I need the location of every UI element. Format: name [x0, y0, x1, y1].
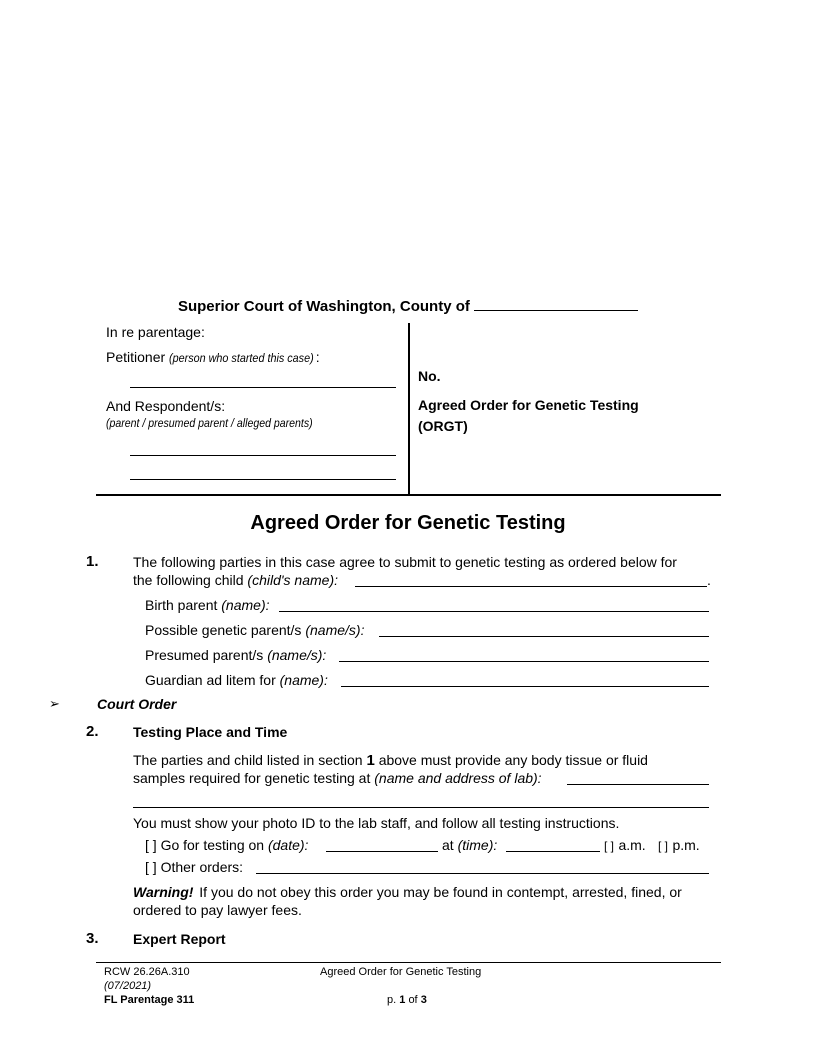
footer-rule — [96, 962, 721, 963]
respondent-label: And Respondent/s: — [106, 398, 226, 414]
form-title-line-1: Agreed Order for Genetic Testing — [418, 397, 639, 413]
child-name-blank[interactable] — [355, 586, 707, 587]
section-2-para-line-2 — [133, 770, 542, 786]
page-prefix: p. — [387, 994, 397, 1006]
page-current: 1 — [399, 994, 406, 1006]
petitioner-name-blank[interactable] — [130, 387, 396, 388]
presumed-parent-note: (name/s): — [267, 647, 327, 663]
am-checkbox[interactable]: [ ] — [604, 839, 615, 853]
other-orders-blank[interactable] — [256, 873, 709, 874]
possible-parent-field — [145, 622, 364, 638]
court-order-arrow-icon: ➢ — [49, 696, 60, 711]
caption-vertical-divider — [408, 323, 410, 495]
para1-text-b: above must provide any body tissue or fluid — [378, 752, 648, 768]
footer-title: Agreed Order for Genetic Testing — [320, 966, 482, 978]
section-3-heading: Expert Report — [133, 931, 226, 947]
other-orders-line — [145, 859, 243, 875]
presumed-parent-field — [145, 647, 326, 663]
court-order-heading: Court Order — [97, 696, 177, 712]
guardian-label: Guardian ad litem for — [145, 672, 276, 688]
pm-label: p.m. — [672, 837, 700, 853]
section-1-line-1: The following parties in this case agree to submit to genetic testing as ordered below for — [133, 554, 677, 570]
section-2-number: 2. — [86, 723, 99, 740]
form-title-line-2: (ORGT) — [418, 418, 468, 434]
go-testing-line — [145, 837, 308, 853]
date-note: (date): — [267, 837, 309, 853]
child-period: . — [707, 572, 711, 588]
petitioner-note: (person who started this case) — [169, 351, 314, 365]
child-label: the following child — [133, 572, 244, 588]
case-number-label: No. — [418, 368, 441, 384]
time-label-group — [442, 837, 497, 853]
respondent-name-blank-2[interactable] — [130, 479, 396, 480]
footer-date: (07/2021) — [104, 980, 152, 992]
page-total: 3 — [420, 994, 427, 1006]
am-option — [604, 837, 646, 855]
para1-text-a: The parties and child listed in section — [133, 752, 363, 768]
birth-parent-label: Birth parent — [145, 597, 218, 613]
warning-text: If you do not obey this order you may be found in contempt, arrested, fined, or — [199, 884, 682, 900]
lab-blank-1[interactable] — [567, 784, 709, 785]
section-2-para-line-1 — [133, 752, 648, 769]
am-label: a.m. — [618, 837, 646, 853]
lab-note: (name and address of lab): — [374, 770, 542, 786]
warning-line-2: ordered to pay lawyer fees. — [133, 902, 302, 918]
petitioner-line — [106, 349, 320, 365]
possible-parent-blank[interactable] — [379, 636, 709, 637]
guardian-note: (name): — [279, 672, 328, 688]
guardian-field — [145, 672, 328, 688]
document-title: Agreed Order for Genetic Testing — [250, 512, 566, 534]
other-checkbox[interactable]: [ ] — [145, 859, 157, 875]
petitioner-label: Petitioner — [106, 349, 166, 365]
birth-parent-field — [145, 597, 270, 613]
go-label: Go for testing on — [160, 837, 265, 853]
petitioner-colon: : — [315, 349, 320, 365]
section-3-number: 3. — [86, 930, 99, 947]
pm-option — [658, 837, 700, 855]
presumed-parent-blank[interactable] — [339, 661, 709, 662]
footer-rcw: RCW 26.26A.310 — [104, 966, 190, 978]
photo-id-instruction: You must show your photo ID to the lab staff, and follow all testing instructions. — [133, 815, 620, 831]
pm-checkbox[interactable]: [ ] — [658, 839, 669, 853]
guardian-blank[interactable] — [341, 686, 709, 687]
footer-form-id: FL Parentage 311 — [104, 994, 195, 1006]
county-blank[interactable] — [474, 297, 638, 311]
date-blank[interactable] — [326, 851, 438, 852]
section-1-number: 1. — [86, 553, 99, 570]
presumed-parent-label: Presumed parent/s — [145, 647, 264, 663]
respondent-note: (parent / presumed parent / alleged parents) — [106, 416, 313, 430]
section-1-line-2 — [133, 572, 338, 588]
section-ref: 1 — [366, 752, 375, 769]
footer-page-number — [387, 994, 427, 1006]
possible-parent-note: (name/s): — [305, 622, 365, 638]
birth-parent-note: (name): — [221, 597, 270, 613]
warning-line-1 — [133, 884, 682, 900]
in-re-label: In re parentage: — [106, 324, 205, 340]
at-label: at — [442, 837, 454, 853]
lab-label: samples required for genetic testing at — [133, 770, 371, 786]
caption-bottom-rule — [96, 494, 721, 496]
lab-blank-2[interactable] — [133, 807, 709, 808]
court-header-text: Superior Court of Washington, County of — [177, 298, 470, 315]
birth-parent-blank[interactable] — [279, 611, 709, 612]
warning-label: Warning! — [133, 884, 194, 900]
respondent-name-blank-1[interactable] — [130, 455, 396, 456]
other-orders-label: Other orders: — [160, 859, 244, 875]
section-2-heading: Testing Place and Time — [133, 724, 288, 740]
go-checkbox[interactable]: [ ] — [145, 837, 157, 853]
possible-parent-label: Possible genetic parent/s — [145, 622, 302, 638]
time-note: (time): — [457, 837, 498, 853]
page-of: of — [408, 994, 418, 1006]
time-blank[interactable] — [506, 851, 600, 852]
child-note: (child's name): — [247, 572, 338, 588]
court-header — [0, 297, 816, 315]
